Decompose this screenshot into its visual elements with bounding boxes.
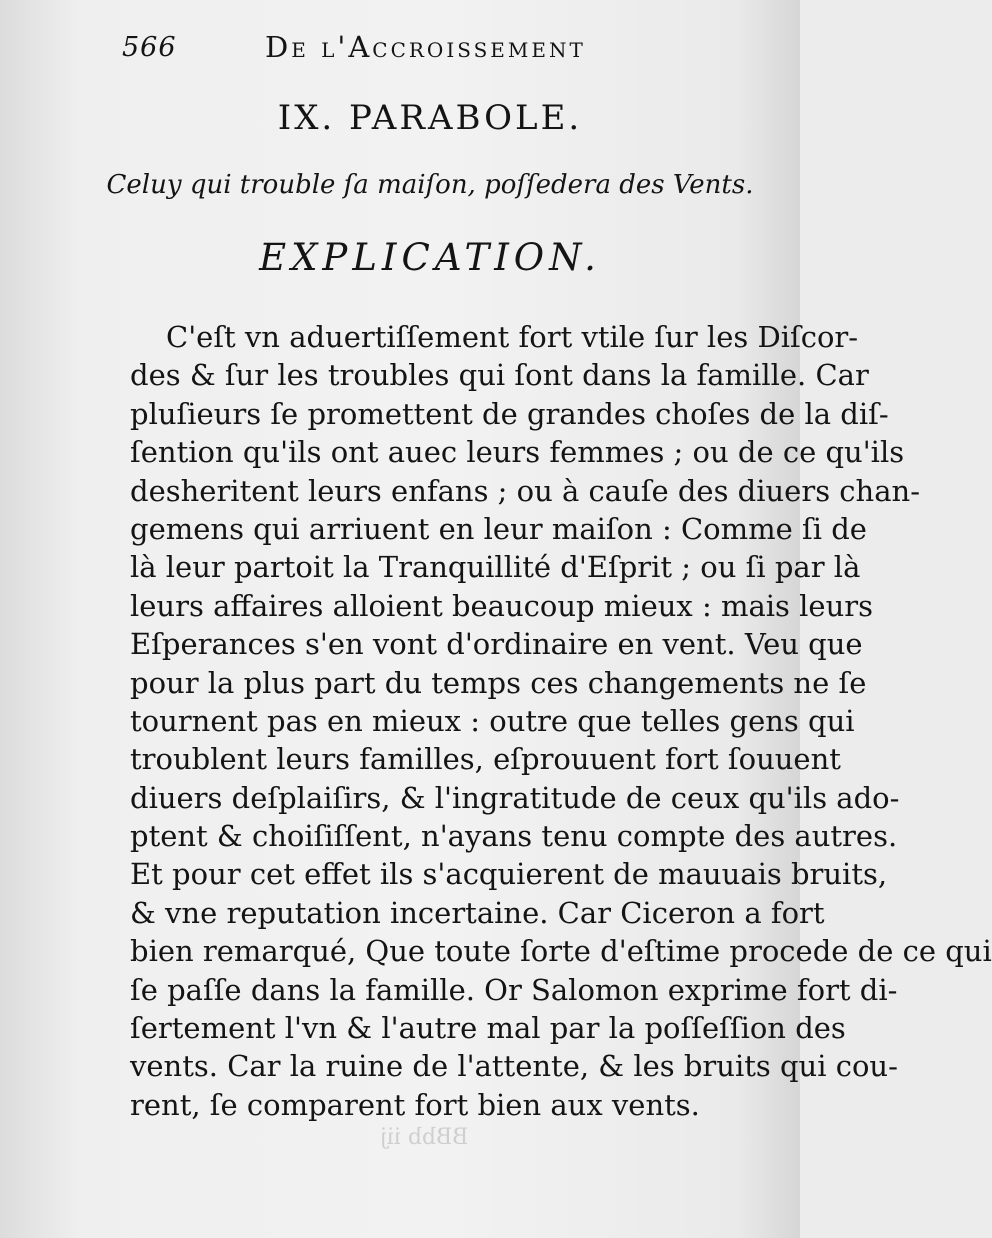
parable-title: IX. PARABOLE. — [277, 98, 583, 138]
text-line: des & ſur les troubles qui ſont dans la famille. Car — [130, 358, 869, 393]
text-line: ſe paſſe dans la famille. Or Salomon exprime fort di- — [130, 972, 898, 1007]
text-line: rent, ſe comparent fort bien aux vents. — [130, 1087, 700, 1122]
text-line: gemens qui arriuent en leur maiſon : Comme ſi de — [130, 511, 867, 546]
text-line: Eſperances s'en vont d'ordinaire en vent. Veu que — [130, 627, 863, 662]
text-line: pour la plus part du temps ces changements ne ſe — [130, 665, 867, 700]
text-line: leurs affaires alloient beaucoup mieux : mais leurs — [130, 588, 873, 623]
text-line: desheritent leurs enfans ; ou à cauſe des diuers chan- — [130, 473, 920, 508]
page-header — [0, 28, 800, 68]
text-line: tournent pas en mieux : outre que telles gens qui — [130, 703, 855, 738]
text-line: troublent leurs familles, eſprouuent fort ſouuent — [130, 742, 841, 777]
parable-maxim: Celuy qui trouble ſa maiſon, poſſedera des Vents. — [106, 170, 754, 200]
text-line: C'eſt vn aduertiſſement fort vtile ſur les Diſcor- — [166, 320, 859, 354]
body-text — [130, 318, 992, 1124]
text-line: ſention qu'ils ont auec leurs femmes ; ou de ce qu'ils — [130, 435, 905, 470]
text-line: vents. Car la ruine de l'attente, & les bruits qui cou- — [130, 1049, 898, 1084]
text-line: là leur partoit la Tranquillité d'Eſprit ; ou ſi par là — [130, 550, 861, 585]
text-line: ptent & choiſiſſent, n'ayans tenu compte des autres. — [130, 819, 898, 854]
text-line: diuers deſplaiſirs, & l'ingratitude de ceux qu'ils ado- — [130, 780, 900, 815]
section-heading: EXPLICATION. — [259, 236, 601, 279]
text-line: bien remarqué, Que toute ſorte d'eſtime procede de ce qui — [130, 934, 992, 969]
page-number: 566 — [122, 32, 177, 63]
text-line: & vne reputation incertaine. Car Ciceron a fort — [130, 895, 825, 930]
text-line: ſertement l'vn & l'autre mal par la poſſeſſion des — [130, 1011, 846, 1046]
text-line: pluſieurs ſe promettent de grandes choſes de la diſ- — [130, 396, 889, 431]
text-line: Et pour cet effet ils s'acquierent de mauuais bruits, — [130, 857, 888, 892]
running-head: De l'Accroissement — [265, 30, 586, 64]
signature-mark: BBbb iij — [380, 1125, 469, 1150]
